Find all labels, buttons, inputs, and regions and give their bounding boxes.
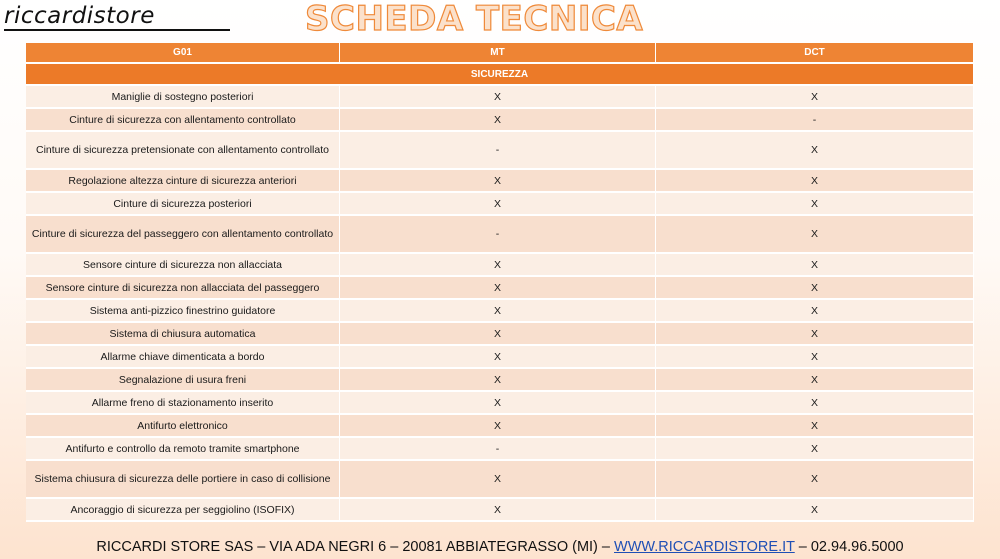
footer-contact (0, 537, 1000, 557)
mt-availability-cell: - (340, 438, 656, 461)
dct-availability-cell: X (656, 132, 974, 170)
table-row (26, 170, 974, 193)
dct-availability-cell: X (656, 216, 974, 254)
table-row (26, 254, 974, 277)
section-title: SICUREZZA (26, 64, 974, 86)
mt-availability-cell: X (340, 323, 656, 346)
footer-website-link[interactable]: WWW.RICCARDISTORE.IT (614, 539, 795, 555)
mt-availability-cell: X (340, 254, 656, 277)
table-row (26, 277, 974, 300)
mt-availability-cell: X (340, 193, 656, 216)
page-title: SCHEDA TECNICA (305, 0, 644, 39)
feature-cell: Allarme freno di stazionamento inserito (26, 392, 340, 415)
mt-availability-cell: X (340, 300, 656, 323)
table-row (26, 323, 974, 346)
mt-availability-cell: X (340, 499, 656, 522)
logo-underline (4, 29, 230, 31)
mt-availability-cell: X (340, 277, 656, 300)
feature-cell: Ancoraggio di sicurezza per seggiolino (ISOFIX) (26, 499, 340, 522)
mt-availability-cell: X (340, 346, 656, 369)
dct-availability-cell: - (656, 109, 974, 132)
footer-address: RICCARDI STORE SAS – VIA ADA NEGRI 6 – 20081 ABBIATEGRASSO (MI) – (96, 539, 615, 555)
dct-availability-cell: X (656, 300, 974, 323)
table-row (26, 86, 974, 109)
mt-availability-cell: - (340, 132, 656, 170)
feature-cell: Cinture di sicurezza pretensionate con allentamento controllato (26, 132, 340, 170)
table-header-row (26, 43, 974, 64)
table-row (26, 369, 974, 392)
table-row (26, 193, 974, 216)
table-row (26, 300, 974, 323)
mt-availability-cell: X (340, 86, 656, 109)
column-header-model: G01 (26, 43, 340, 64)
feature-cell: Sensore cinture di sicurezza non allacciata (26, 254, 340, 277)
table-row (26, 461, 974, 499)
dct-availability-cell: X (656, 193, 974, 216)
dct-availability-cell: X (656, 369, 974, 392)
table-row (26, 415, 974, 438)
table-row (26, 109, 974, 132)
table-row (26, 392, 974, 415)
table-row (26, 438, 974, 461)
mt-availability-cell: X (340, 415, 656, 438)
dct-availability-cell: X (656, 346, 974, 369)
table-row (26, 499, 974, 522)
spec-table (26, 43, 974, 522)
feature-cell: Maniglie di sostegno posteriori (26, 86, 340, 109)
dct-availability-cell: X (656, 415, 974, 438)
feature-cell: Sistema anti-pizzico finestrino guidatore (26, 300, 340, 323)
mt-availability-cell: X (340, 369, 656, 392)
dct-availability-cell: X (656, 86, 974, 109)
feature-cell: Cinture di sicurezza posteriori (26, 193, 340, 216)
feature-cell: Sistema chiusura di sicurezza delle portiere in caso di collisione (26, 461, 340, 499)
feature-cell: Cinture di sicurezza con allentamento controllato (26, 109, 340, 132)
dct-availability-cell: X (656, 392, 974, 415)
mt-availability-cell: X (340, 392, 656, 415)
feature-cell: Antifurto elettronico (26, 415, 340, 438)
dct-availability-cell: X (656, 499, 974, 522)
column-header-mt: MT (340, 43, 656, 64)
dct-availability-cell: X (656, 323, 974, 346)
feature-cell: Sensore cinture di sicurezza non allacciata del passeggero (26, 277, 340, 300)
mt-availability-cell: X (340, 109, 656, 132)
mt-availability-cell: X (340, 170, 656, 193)
column-header-dct: DCT (656, 43, 974, 64)
feature-cell: Cinture di sicurezza del passeggero con allentamento controllato (26, 216, 340, 254)
footer-phone: – 02.94.96.5000 (794, 539, 904, 555)
feature-cell: Allarme chiave dimenticata a bordo (26, 346, 340, 369)
mt-availability-cell: - (340, 216, 656, 254)
table-row (26, 132, 974, 170)
dct-availability-cell: X (656, 461, 974, 499)
table-row (26, 346, 974, 369)
dct-availability-cell: X (656, 254, 974, 277)
section-header-row (26, 64, 974, 86)
feature-cell: Sistema di chiusura automatica (26, 323, 340, 346)
dct-availability-cell: X (656, 438, 974, 461)
feature-cell: Antifurto e controllo da remoto tramite smartphone (26, 438, 340, 461)
feature-cell: Segnalazione di usura freni (26, 369, 340, 392)
dct-availability-cell: X (656, 170, 974, 193)
brand-logo: riccardistore (4, 3, 155, 29)
mt-availability-cell: X (340, 461, 656, 499)
feature-cell: Regolazione altezza cinture di sicurezza anteriori (26, 170, 340, 193)
table-row (26, 216, 974, 254)
dct-availability-cell: X (656, 277, 974, 300)
